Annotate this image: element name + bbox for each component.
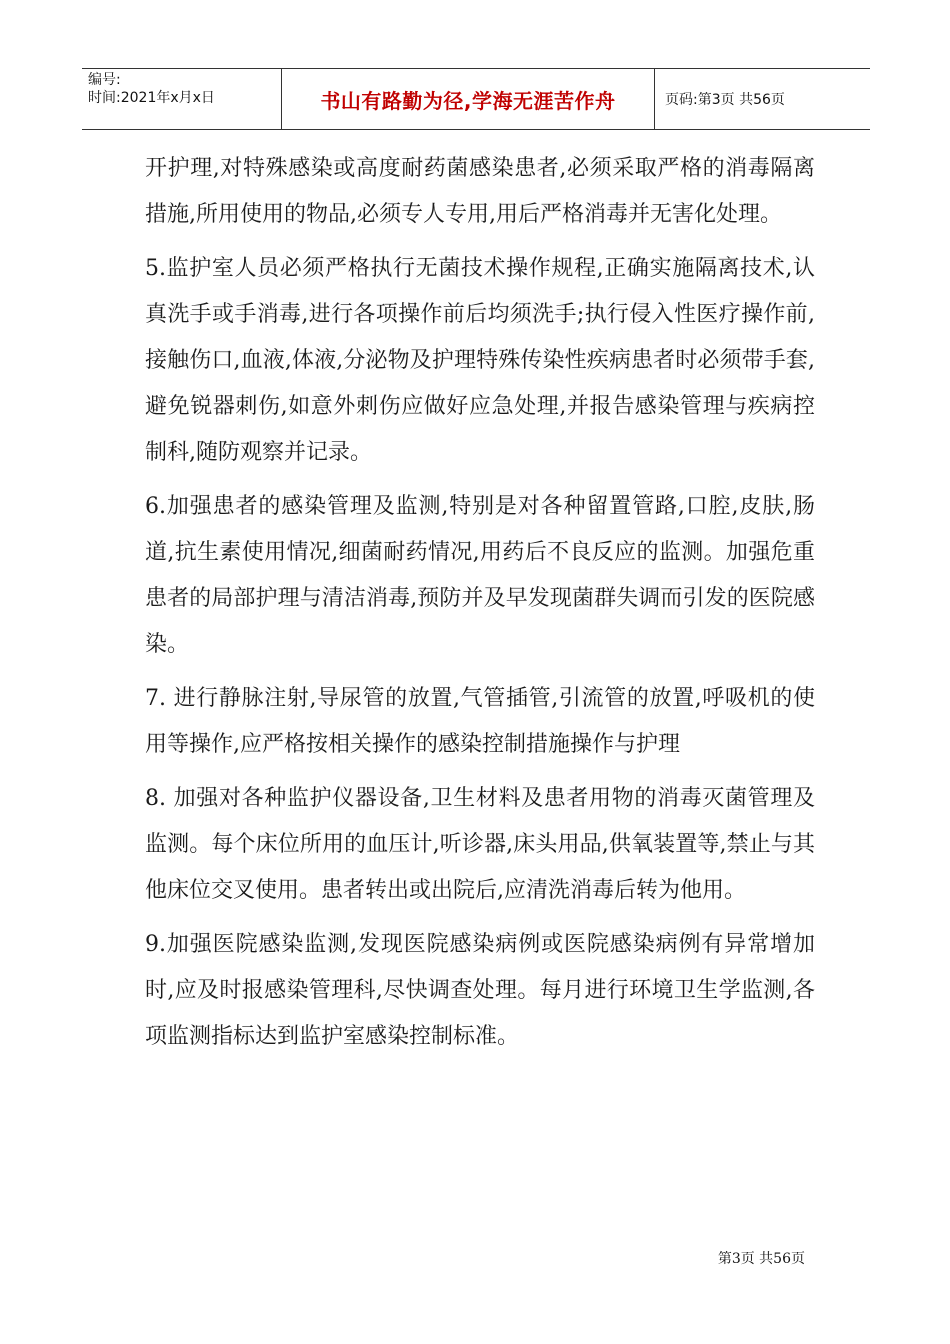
document-body — [145, 146, 815, 1060]
header-motto: 书山有路勤为径,学海无涯苦作舟 — [282, 69, 655, 129]
header-meta — [82, 69, 282, 129]
document-header — [82, 68, 870, 130]
paragraph-item-9: 9.加强医院感染监测,发现医院感染病例或医院感染病例有异常增加时,应及时报感染管理科,尽快调查处理。每月进行环境卫生学监测,各项监测指标达到监护室感染控制标准。 — [145, 932, 815, 1049]
header-page-info: 页码:第3页 共56页 — [665, 92, 785, 108]
paragraph-item-6: 6.加强患者的感染管理及监测,特别是对各种留置管路,口腔,皮肤,肠道,抗生素使用情况,细菌耐药情况,用药后不良反应的监测。加强危重患者的局部护理与清洁消毒,预防并及早发现菌群失调而引发的医院感染。 — [145, 494, 815, 657]
paragraph-item-8: 8. 加强对各种监护仪器设备,卫生材料及患者用物的消毒灭菌管理及监测。每个床位所用的血压计,听诊器,床头用品,供氧装置等,禁止与其他床位交叉使用。患者转出或出院后,应清洗消毒后转为他用。 — [145, 786, 815, 903]
page-footer: 第3页 共56页 — [717, 1251, 805, 1267]
paragraph-continuation: 开护理,对特殊感染或高度耐药菌感染患者,必须采取严格的消毒隔离措施,所用使用的物品,必须专人专用,用后严格消毒并无害化处理。 — [145, 156, 815, 227]
document-number-label: 编号: — [88, 72, 121, 88]
document-date-label: 时间:2021年x月x日 — [88, 90, 215, 106]
paragraph-item-5: 5.监护室人员必须严格执行无菌技术操作规程,正确实施隔离技术,认真洗手或手消毒,进行各项操作前后均须洗手;执行侵入性医疗操作前,接触伤口,血液,体液,分泌物及护理特殊传染性疾病患者时必须带手套,避免锐器刺伤,如意外刺伤应做好应急处理,并报告感染管理与疾病控制科,随防观察并记录。 — [145, 256, 815, 465]
paragraph-item-7: 7. 进行静脉注射,导尿管的放置,气管插管,引流管的放置,呼吸机的使用等操作,应严格按相关操作的感染控制措施操作与护理 — [145, 686, 815, 757]
